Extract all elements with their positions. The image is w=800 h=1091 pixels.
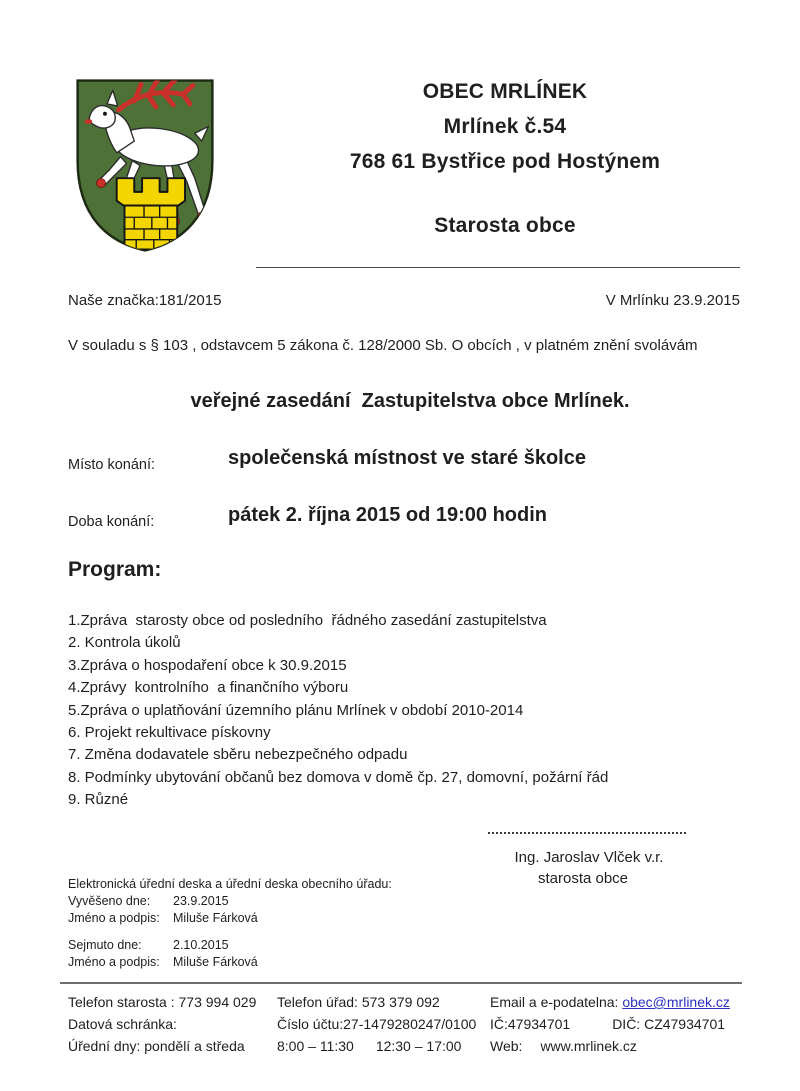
program-heading: Program:: [68, 558, 162, 581]
web-label: Web:: [490, 1038, 523, 1054]
signatory-name: Ing. Jaroslav Vlček v.r.: [514, 849, 664, 866]
footer-ic-dic-row: [490, 1016, 725, 1032]
email-link[interactable]: obec@mrlinek.cz: [622, 994, 730, 1010]
web-value: www.mrlinek.cz: [540, 1038, 637, 1054]
posted-signature-label: Jméno a podpis:: [68, 911, 160, 925]
footer-web-row: [490, 1038, 637, 1054]
footer-email-row: [490, 994, 730, 1010]
posting-row: [68, 938, 368, 952]
time-value: pátek 2. října 2015 od 19:00 hodin: [228, 504, 548, 526]
footer-office-hours: [277, 1038, 461, 1054]
org-address-line1: Mrlínek č.54: [443, 115, 567, 138]
footer-phone-office: Telefon úřad: 573 379 092: [277, 994, 440, 1010]
signatory-title: starosta obce: [537, 870, 629, 887]
hours-afternoon: 12:30 – 17:00: [375, 1038, 462, 1054]
org-address-line2: 768 61 Bystřice pod Hostýnem: [349, 150, 661, 173]
municipal-coat-of-arms-icon: [62, 72, 228, 259]
posting-row: [68, 911, 368, 925]
removed-signature-value: Miluše Fárková: [173, 955, 258, 969]
removed-signature-label: Jméno a podpis:: [68, 955, 160, 969]
header-divider: [256, 267, 740, 268]
ic-value: IČ:47934701: [490, 1016, 571, 1032]
removed-date-value: 2.10.2015: [173, 938, 229, 952]
removed-date-label: Sejmuto dne:: [68, 938, 142, 952]
footer-divider: [60, 982, 742, 984]
time-label: Doba konání:: [68, 514, 155, 530]
posted-signature-value: Miluše Fárková: [173, 911, 258, 925]
stag-tongue: [84, 119, 92, 124]
program-item: 2. Kontrola úkolů: [68, 634, 181, 652]
posted-date-value: 23.9.2015: [173, 894, 229, 908]
meeting-title: veřejné zasedání Zastupitelstva obce Mrlínek.: [190, 390, 630, 412]
place-and-date: V Mrlínku 23.9.2015: [605, 292, 740, 309]
email-label: Email a e-podatelna:: [490, 994, 619, 1010]
posted-date-label: Vyvěšeno dne:: [68, 894, 151, 908]
place-value: společenská místnost ve staré školce: [228, 447, 586, 469]
footer-phone-mayor: Telefon starosta : 773 994 029: [68, 994, 257, 1010]
coat-of-arms-svg: [62, 72, 228, 259]
place-label: Místo konání:: [68, 457, 156, 473]
program-item: 8. Podmínky ubytování občanů bez domova v domě čp. 27, domovní, požární řád: [68, 768, 609, 786]
dic-value: DIČ: CZ47934701: [612, 1016, 726, 1032]
office-title: Starosta obce: [434, 214, 576, 237]
footer-data-box: Datová schránka:: [68, 1016, 177, 1032]
stag-eye: [103, 112, 107, 116]
hours-morning: 8:00 – 11:30: [277, 1038, 354, 1054]
posting-row: [68, 894, 368, 908]
program-item: 3.Zpráva o hospodaření obce k 30.9.2015: [68, 656, 347, 674]
legal-intro: V souladu s § 103 , odstavcem 5 zákona č. 128/2000 Sb. O obcích , v platném znění svolávám: [68, 337, 698, 354]
posting-heading: Elektronická úřední deska a úřední deska obecního úřadu:: [68, 877, 392, 891]
program-list: [68, 610, 758, 812]
program-item: 1.Zpráva starosty obce od posledního řádného zasedání zastupitelstva: [68, 612, 547, 629]
program-item: 4.Zprávy kontrolního a finančního výboru: [68, 679, 349, 697]
program-item: 6. Projekt rekultivace pískovny: [68, 724, 271, 742]
org-name: OBEC MRLÍNEK: [422, 80, 588, 103]
signature-dotted-line: [488, 832, 686, 834]
program-item: 5.Zpráva o uplatňování územního plánu Mrlínek v období 2010-2014: [68, 701, 524, 719]
footer-account-number: Číslo účtu:27-1479280247/0100: [277, 1016, 477, 1032]
footer-office-days: Úřední dny: pondělí a středa: [68, 1038, 245, 1054]
program-item: 7. Změna dodavatele sběru nebezpečného odpadu: [68, 746, 408, 764]
our-reference: Naše značka:181/2015: [68, 292, 222, 309]
program-item: 9. Různé: [68, 791, 129, 809]
posting-row: [68, 955, 368, 969]
